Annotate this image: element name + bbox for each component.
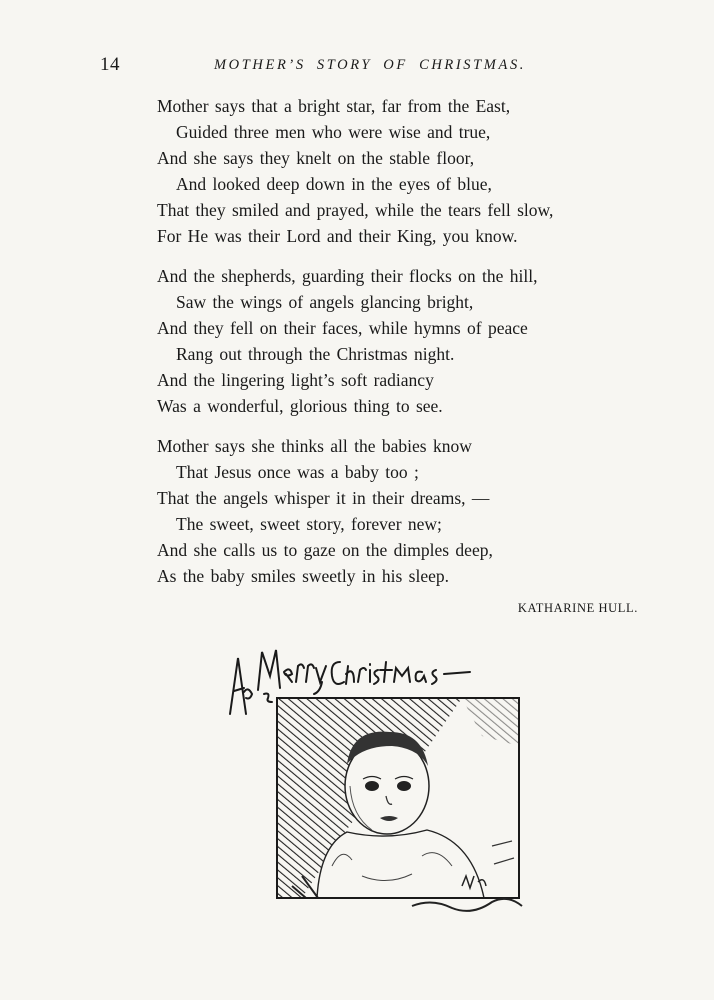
page-number: 14	[100, 54, 120, 75]
poem-line: Saw the wings of angels glancing bright,	[176, 292, 474, 312]
poem-line: That the angels whisper it in their dreams, —	[157, 488, 490, 508]
poem-line: That they smiled and prayed, while the tears fell slow,	[157, 200, 554, 220]
poem-line: That Jesus once was a baby too ;	[176, 462, 419, 482]
poem-line: Mother says she thinks all the babies know	[157, 436, 472, 456]
poem-line: And the shepherds, guarding their flocks on the hill,	[157, 266, 538, 286]
stanza-3	[157, 433, 627, 589]
stanza-2	[157, 263, 627, 419]
running-title: MOTHER’S STORY OF CHRISTMAS.	[214, 57, 527, 73]
poem-line: Rang out through the Christmas night.	[176, 344, 455, 364]
poem	[157, 93, 627, 603]
poem-line: And the lingering light’s soft radiancy	[157, 370, 434, 390]
poem-line: And she calls us to gaze on the dimples deep,	[157, 540, 493, 560]
author-credit: KATHARINE HULL.	[517, 601, 638, 615]
poem-line: Guided three men who were wise and true,	[176, 122, 491, 142]
poem-line: And they fell on their faces, while hymns of peace	[157, 318, 528, 338]
poem-line: And she says they knelt on the stable floor,	[157, 148, 475, 168]
poem-line: As the baby smiles sweetly in his sleep.	[157, 566, 450, 586]
poem-line: Mother says that a bright star, far from the East,	[157, 96, 511, 116]
poem-line: The sweet, sweet story, forever new;	[176, 514, 442, 534]
poem-line: For He was their Lord and their King, you know.	[157, 226, 518, 246]
poem-line: Was a wonderful, glorious thing to see.	[157, 396, 443, 416]
poem-line: And looked deep down in the eyes of blue,	[176, 174, 492, 194]
stanza-1	[157, 93, 627, 249]
baby-illustration	[222, 636, 542, 926]
